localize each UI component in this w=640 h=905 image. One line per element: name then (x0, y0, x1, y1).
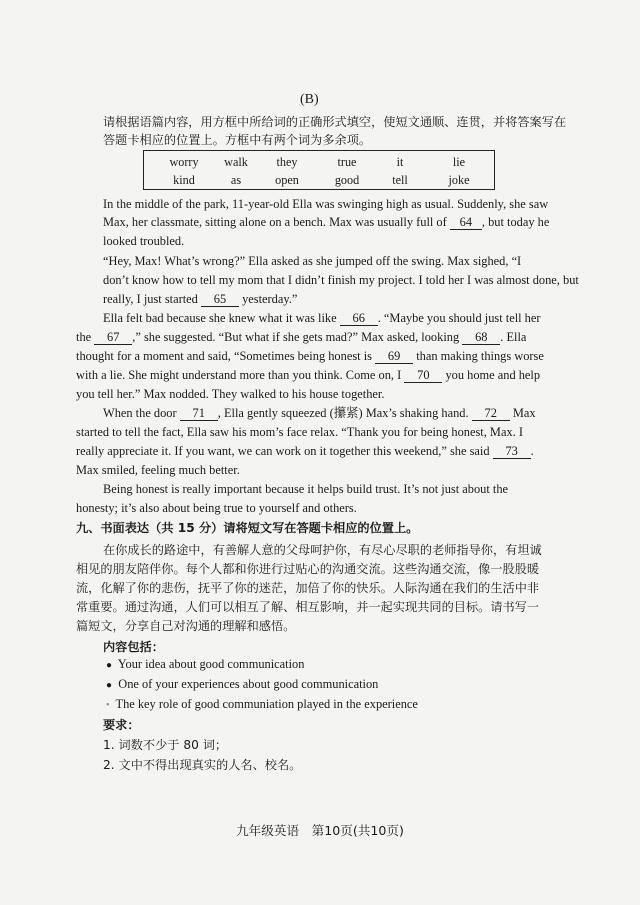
blank-73: 73 (493, 445, 531, 459)
instructions-line-2: 答题卡相应的位置上。方框中有两个词为多余项。 (103, 133, 372, 147)
word-box-item: it (396, 155, 404, 169)
writing-heading: 九、书面表达（共 15 分）请将短文写在答题卡相应的位置上。 (76, 521, 419, 535)
word-box-item: worry (169, 155, 199, 169)
passage-line: thought for a moment and said, “Sometimes being honest is 69 than making things worse (76, 349, 544, 363)
word-box-item: tell (392, 173, 408, 187)
word-box-item: open (275, 173, 299, 187)
writing-prompt-line: 流，化解了你的悲伤，抚平了你的迷茫，加倍了你的快乐。人际沟通在我们的生活中非 (76, 581, 540, 595)
passage-line: started to tell the fact, Ella saw his mom’s face relax. “Thank you for being honest, Max. I (76, 425, 523, 439)
instructions-line-1: 请根据语篇内容，用方框中所给词的正确形式填空，使短文通顺、连贯，并将答案写在 (103, 115, 567, 129)
writing-prompt-line: 相见的朋友陪伴你。每个人都和你进行过贴心的沟通交流。这些沟通交流，像一股股暖 (76, 562, 540, 576)
blank-72: 72 (472, 407, 510, 421)
word-box-item: good (334, 173, 360, 187)
word-box-item: joke (448, 173, 470, 187)
passage-line: really, I just started 65 yesterday.” (103, 292, 298, 306)
passage-line: Max smiled, feeling much better. (76, 463, 240, 477)
passage-line: looked troubled. (103, 234, 185, 248)
passage-line: honesty; it’s also about being true to yourself and others. (76, 501, 357, 515)
passage-line: “Hey, Max! What’s wrong?” Ella asked as she jumped off the swing. Max sighed, “I (103, 254, 522, 268)
passage-line: Max, her classmate, sitting alone on a bench. Max was usually full of 64 , but today he (103, 215, 550, 229)
word-box-item: they (276, 155, 298, 169)
passage-line: don’t know how to tell my mom that I didn’t finish my project. I told her I was almost done, but (103, 273, 579, 287)
blank-64: 64 (450, 216, 482, 230)
word-box-item: kind (173, 173, 195, 187)
blank-66: 66 (340, 312, 378, 326)
writing-prompt-line: 在你成长的路途中，有善解人意的父母呵护你，有尽心尽职的老师指导你，有坦诚 (103, 543, 542, 557)
passage-line: with a lie. She might understand more than you think. Come on, I 70 you home and help (76, 368, 541, 382)
content-item: ● Your idea about good communication (106, 657, 305, 671)
page-footer: 九年级英语 第10页(共10页) (236, 823, 404, 838)
content-item: ● One of your experiences about good communication (106, 677, 379, 691)
passage-line: Being honest is really important because it helps build trust. It’s not just about the (103, 482, 509, 496)
word-box-item: true (337, 155, 357, 169)
blank-70: 70 (404, 369, 442, 383)
content-item: • The key role of good communiation played in the experience (106, 697, 418, 711)
requirement-item: 1. 词数不少于 80 词； (103, 738, 228, 752)
passage-line: Ella felt bad because she knew what it was like 66 . “Maybe you should just tell her (103, 311, 541, 325)
requirement-item: 2. 文中不得出现真实的人名、校名。 (103, 758, 302, 772)
blank-69: 69 (375, 350, 413, 364)
word-box-item: as (230, 173, 242, 187)
bullet-icon: ● (106, 660, 113, 671)
passage-line: When the door 71 , Ella gently squeezed (攥紧) Max’s shaking hand. 72 Max (103, 406, 536, 420)
passage-line: really appreciate it. If you want, we can work on it together this weekend,” she said 73 . (76, 444, 534, 458)
requirements-label: 要求： (103, 718, 140, 732)
writing-prompt-line: 篇短文，分享自己对沟通的理解和感悟。 (76, 619, 296, 633)
blank-71: 71 (180, 407, 218, 421)
blank-68: 68 (462, 331, 500, 345)
passage-line: you tell her.” Max nodded. They walked to his house together. (76, 387, 385, 401)
bullet-icon: ● (106, 680, 113, 691)
passage-line: In the middle of the park, 11-year-old Ella was swinging high as usual. Suddenly, she saw (103, 197, 549, 211)
blank-67: 67 (94, 331, 132, 345)
word-box-item: walk (224, 155, 248, 169)
content-label: 内容包括： (103, 640, 164, 654)
word-box (143, 150, 495, 190)
blank-65: 65 (201, 293, 239, 307)
word-box-item: lie (452, 155, 466, 169)
section-label: (B) (300, 92, 319, 107)
bullet-icon: • (106, 700, 110, 711)
passage-line: the 67 ,” she suggested. “But what if she gets mad?” Max asked, looking 68 . Ella (76, 330, 527, 344)
writing-prompt-line: 常重要。通过沟通，人们可以相互了解、相互影响，并一起实现共同的目标。请书写一 (76, 600, 540, 614)
